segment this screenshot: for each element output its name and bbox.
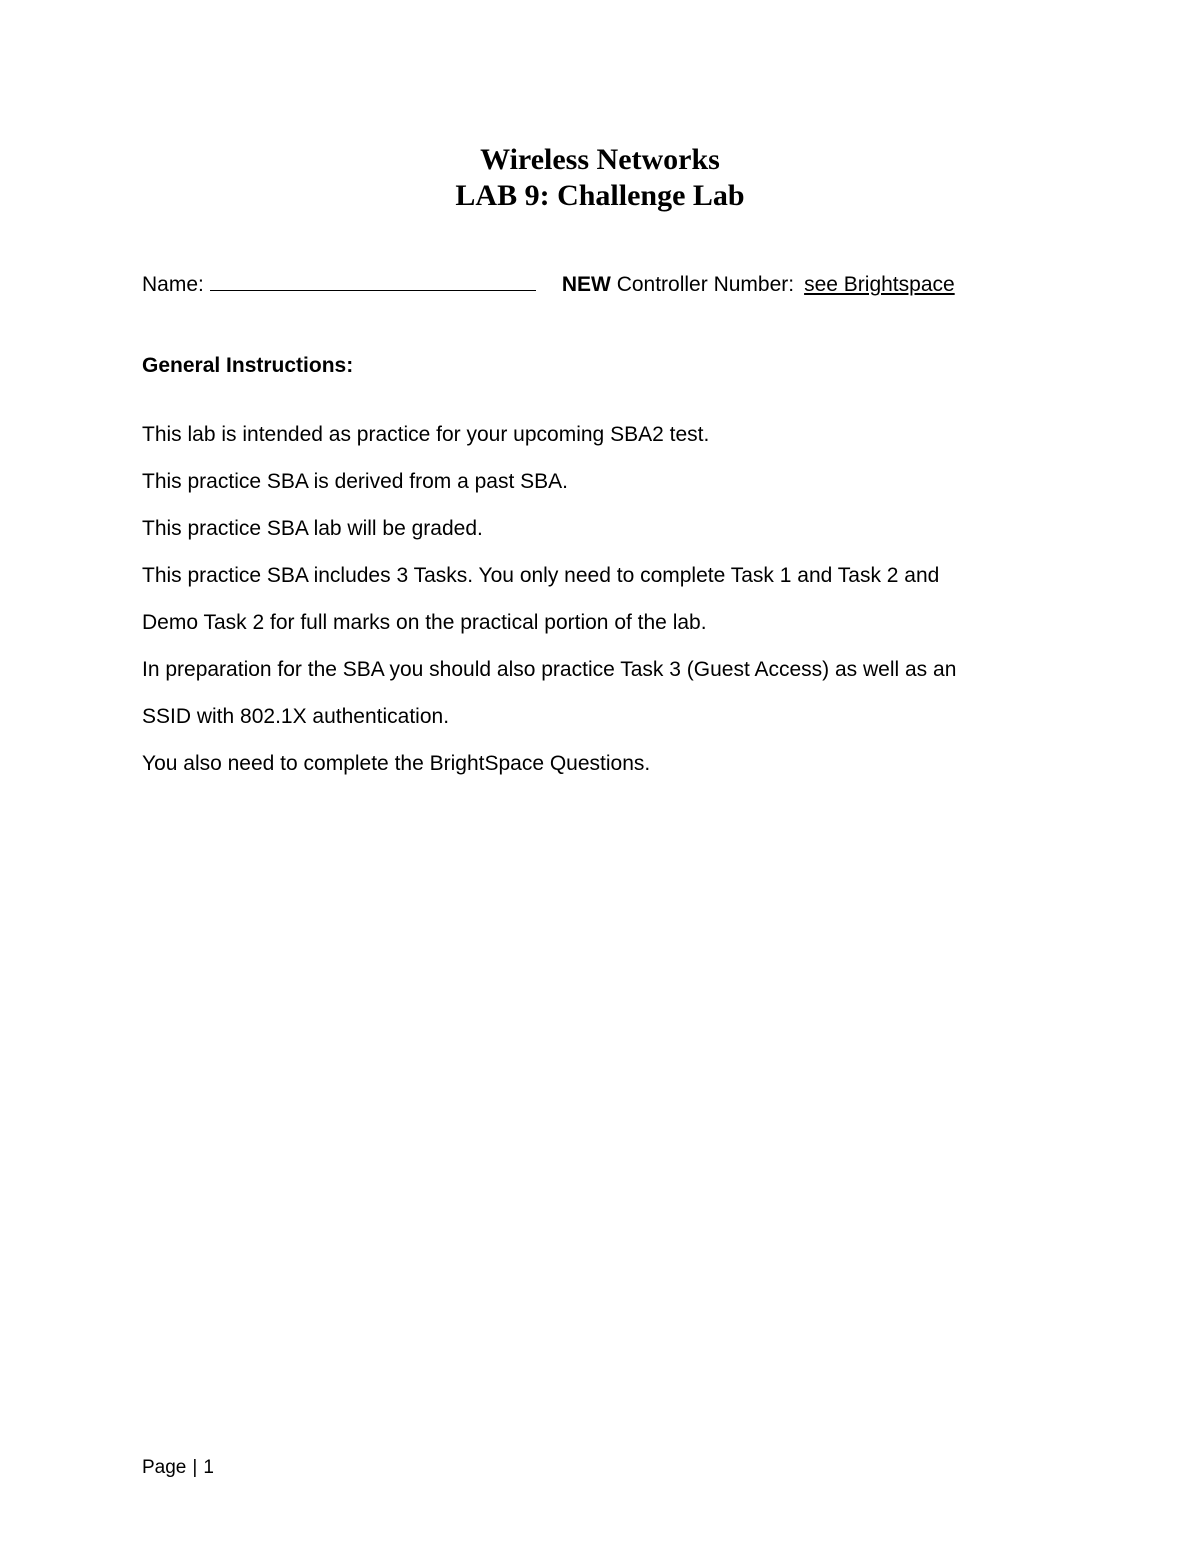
page-number: 1 xyxy=(203,1457,214,1478)
instructions-body xyxy=(142,420,1062,796)
instruction-line: This lab is intended as practice for your upcoming SBA2 test. xyxy=(142,423,710,446)
controller-number-value: see Brightspace xyxy=(804,273,955,296)
general-instructions-heading: General Instructions: xyxy=(142,354,354,377)
instruction-line: Demo Task 2 for full marks on the practical portion of the lab. xyxy=(142,611,707,634)
page-separator: | xyxy=(192,1457,198,1478)
instruction-line: SSID with 802.1X authentication. xyxy=(142,705,450,728)
document-title-block xyxy=(0,142,1200,214)
instruction-line: This practice SBA is derived from a past SBA. xyxy=(142,470,569,493)
identification-row xyxy=(142,268,1062,297)
new-label: NEW xyxy=(561,273,611,296)
instruction-line: In preparation for the SBA you should also practice Task 3 (Guest Access) as well as an xyxy=(142,658,957,681)
instruction-line: This practice SBA lab will be graded. xyxy=(142,517,483,540)
name-label: Name: xyxy=(142,273,204,296)
page-label: Page xyxy=(142,1457,187,1478)
name-blank-line[interactable] xyxy=(210,268,536,291)
lab-title: LAB 9: Challenge Lab xyxy=(455,179,745,212)
course-title: Wireless Networks xyxy=(480,143,720,176)
instruction-line: You also need to complete the BrightSpace Questions. xyxy=(142,752,651,775)
instruction-line: This practice SBA includes 3 Tasks. You only need to complete Task 1 and Task 2 and xyxy=(142,564,940,587)
page-footer xyxy=(142,1457,214,1479)
controller-number-label: Controller Number: xyxy=(610,273,795,296)
